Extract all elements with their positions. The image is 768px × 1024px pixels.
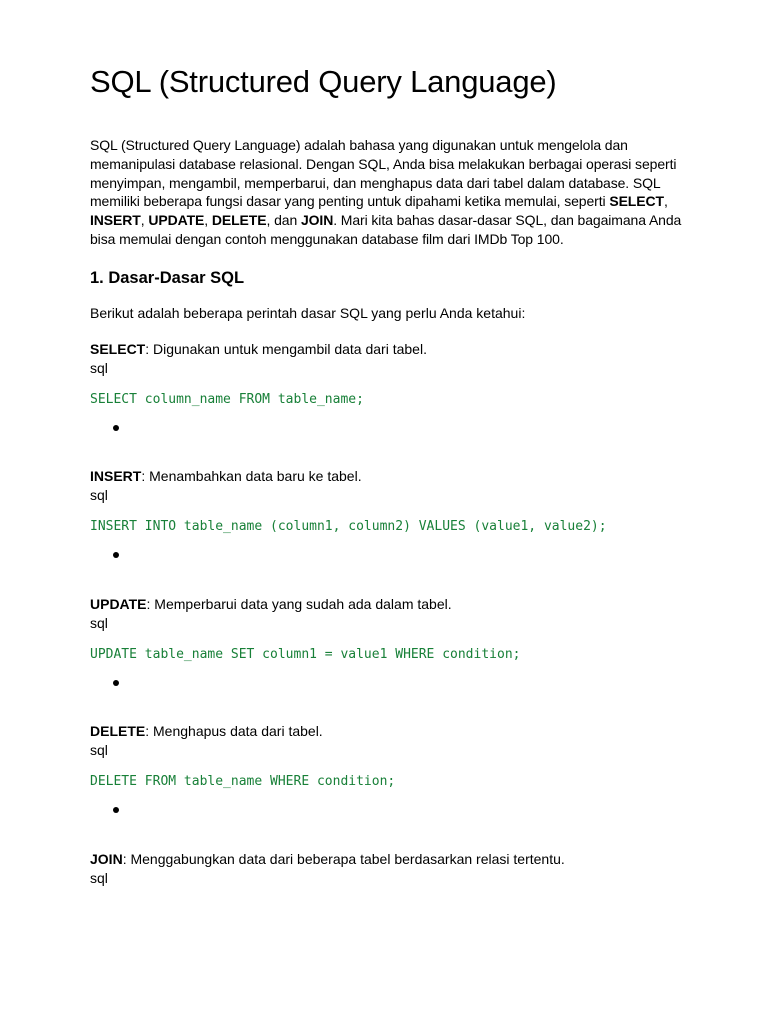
command-description [90,467,710,486]
list-bullet [113,552,119,558]
command-keyword: UPDATE [90,596,147,612]
code-snippet: SELECT column_name FROM table_name; [90,392,364,407]
code-snippet: DELETE FROM table_name WHERE condition; [90,774,396,789]
command-description-text: : Menambahkan data baru ke tabel. [141,468,362,484]
list-bullet [113,680,119,686]
section-heading: 1. Dasar-Dasar SQL [90,269,245,287]
intro-keyword-join: JOIN [300,212,334,229]
intro-separator: , [204,212,212,229]
intro-text-end: . Mari kita bahas dasar-dasar SQL, dan bagaimana Anda bisa memulai dengan contoh menggunakan database film dari IMDb Top 100. [90,212,682,247]
code-language-label: sql [90,486,108,503]
command-description [90,850,710,869]
command-block-join [90,850,710,888]
code-snippet: INSERT INTO table_name (column1, column2) VALUES (value1, value2); [90,519,607,534]
command-description [90,340,710,359]
code-language-label: sql [90,614,108,631]
code-language-label: sql [90,359,108,376]
code-language-label: sql [90,741,108,758]
intro-keyword-delete: DELETE [211,212,267,229]
command-block-delete [90,722,710,789]
command-block-insert [90,467,710,534]
section-lead: Berikut adalah beberapa perintah dasar SQL yang perlu Anda ketahui: [90,305,526,321]
list-bullet [113,425,119,431]
intro-keyword-select: SELECT [609,193,664,210]
intro-separator: , dan [266,212,301,229]
list-bullet [113,807,119,813]
intro-separator: , [140,212,149,229]
intro-separator: , [663,193,668,210]
intro-keyword-insert: INSERT [90,212,141,229]
code-snippet: UPDATE table_name SET column1 = value1 WHERE condition; [90,647,521,662]
page-title: SQL (Structured Query Language) [90,64,557,99]
command-block-update [90,595,710,662]
command-keyword: JOIN [90,851,123,867]
code-language-label: sql [90,869,108,886]
command-description-text: : Memperbarui data yang sudah ada dalam tabel. [146,596,452,612]
command-keyword: INSERT [90,468,142,484]
command-description-text: : Digunakan untuk mengambil data dari tabel. [145,341,427,357]
command-keyword: SELECT [90,341,146,357]
command-description-text: : Menggabungkan data dari beberapa tabel berdasarkan relasi tertentu. [122,851,565,867]
command-description [90,595,710,614]
command-description [90,722,710,741]
intro-text-start: SQL (Structured Query Language) adalah bahasa yang digunakan untuk mengelola dan memanipulasi database relasional. Dengan SQL, Anda bisa melakukan berbagai operasi seperti menyimpan, mengambil, memperbarui, dan menghapus data dari tabel dalam database. SQL memiliki beberapa fungsi dasar yang penting untuk dipahami ketika memulai, seperti [90,137,677,210]
intro-keyword-update: UPDATE [148,212,205,229]
intro-paragraph [90,136,690,249]
command-block-select [90,340,710,407]
command-keyword: DELETE [90,723,146,739]
command-description-text: : Menghapus data dari tabel. [145,723,323,739]
